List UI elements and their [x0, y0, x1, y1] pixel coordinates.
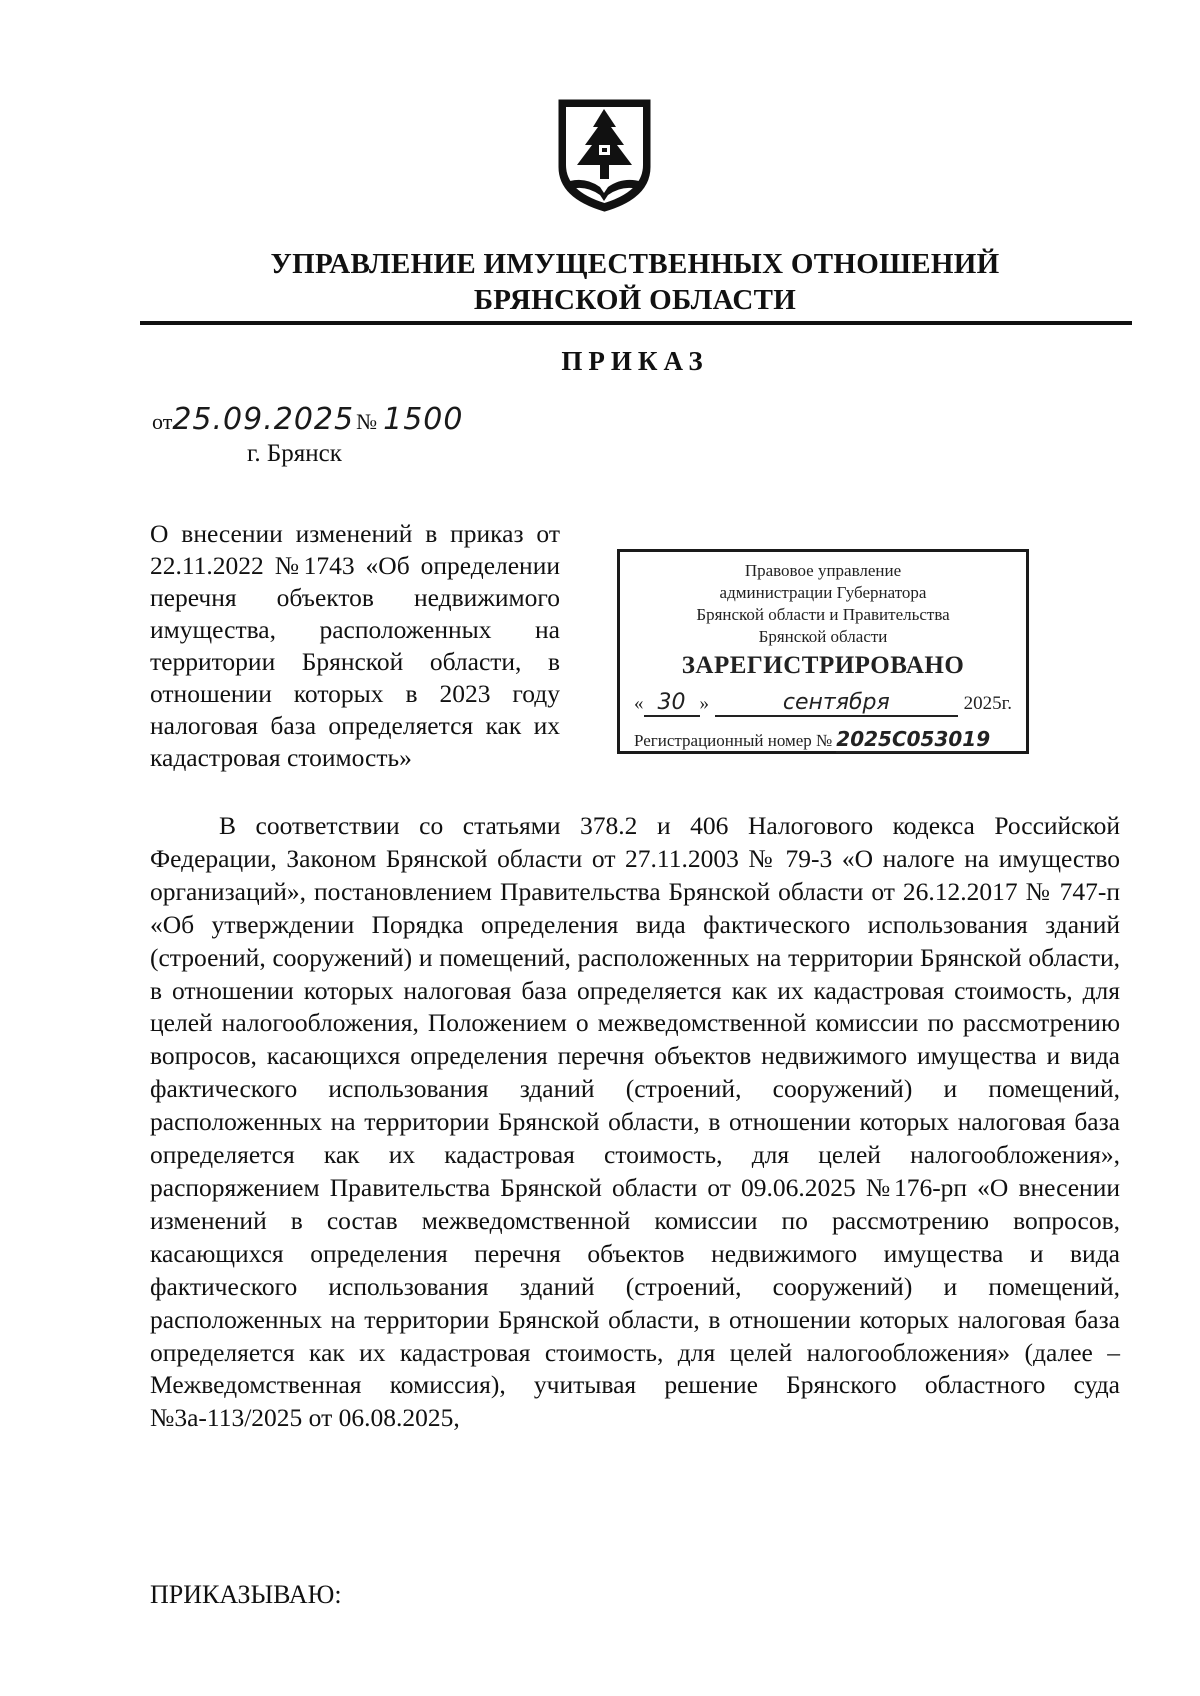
stamp-year: 2025: [963, 693, 1002, 714]
order-date: 25.09.2025: [172, 402, 355, 437]
stamp-org-line: Брянской области и Правительства: [696, 605, 950, 624]
stamp-reg-number: 2025С053019: [836, 727, 991, 751]
stamp-year-suffix: г.: [1001, 693, 1012, 714]
organization-name-line1: УПРАВЛЕНИЕ ИМУЩЕСТВЕННЫХ ОТНОШЕНИЙ: [270, 248, 1000, 280]
city: г. Брянск: [247, 440, 342, 467]
stamp-registration-number-row: [634, 727, 1012, 753]
order-number: 1500: [383, 402, 464, 437]
stamp-org-line: администрации Губернатора: [719, 583, 927, 602]
stamp-quote-close: »: [699, 693, 709, 714]
registration-stamp: [617, 549, 1029, 754]
stamp-date-row: [634, 690, 1012, 717]
stamp-reg-label: Регистрационный номер №: [634, 731, 833, 750]
document-type-title: ПРИКАЗ: [561, 346, 709, 376]
header-divider: [140, 321, 1132, 325]
stamp-month: сентября: [715, 690, 958, 717]
bryansk-coat-of-arms-icon: [556, 97, 653, 213]
number-label: №: [356, 409, 378, 434]
stamp-registered-label: ЗАРЕГИСТРИРОВАНО: [681, 652, 965, 679]
organization-header: [140, 246, 1130, 318]
order-preamble: В соответствии со статьями 378.2 и 406 Налогового кодекса Российской Федерации, Законом Брянской области от 27.11.2003 № 79-3 «О налоге на имущество организаций», постановлением Правительства Брянской области от 26.12.2017 № 747-п «Об утверждении Порядка определения вида фактического использования зданий (строений, сооружений) и помещений, расположенных на территории Брянской области, в отношении которых налоговая база определяется как их кадастровая стоимость, для целей налогообложения, Положением о межведомственной комиссии по рассмотрению вопросов, касающихся определения перечня объектов недвижимого имущества и вида фактического использования зданий (строений, сооружений) и помещений, расположенных на территории Брянской области, в отношении которых налоговая база определяется как их кадастровая стоимость, для целей налогообложения», распоряжением Правительства Брянской области от 09.06.2025 №176-рп «О внесении изменений в состав межведомственной комиссии по рассмотрению вопросов, касающихся определения перечня объектов недвижимого имущества и вида фактического использования зданий (строений, сооружений) и помещений, расположенных на территории Брянской области, в отношении которых налоговая база определяется как их кадастровая стоимость, для целей налогообложения» (далее – Межведомственная комиссия), учитывая решение Брянского областного суда №3а-113/2025 от 06.08.2025,: [150, 811, 1120, 1433]
stamp-org-line: Правовое управление: [744, 561, 902, 580]
from-label: от: [152, 409, 173, 434]
stamp-quote-open: «: [634, 693, 644, 714]
order-directive: ПРИКАЗЫВАЮ:: [150, 1580, 342, 1609]
order-subject: О внесении изменений в приказ от 22.11.2022 №1743 «Об определении перечня объектов недвижимого имущества, расположенных на территории Брянской области, в отношении которых в 2023 году налоговая база определяется как их кадастровая стоимость»: [150, 519, 560, 772]
order-date-number: [152, 402, 463, 437]
stamp-org-line: Брянской области: [758, 627, 888, 646]
stamp-day: 30: [644, 690, 700, 717]
organization-name-line2: БРЯНСКОЙ ОБЛАСТИ: [473, 284, 797, 316]
stamp-organization: [620, 560, 1026, 648]
